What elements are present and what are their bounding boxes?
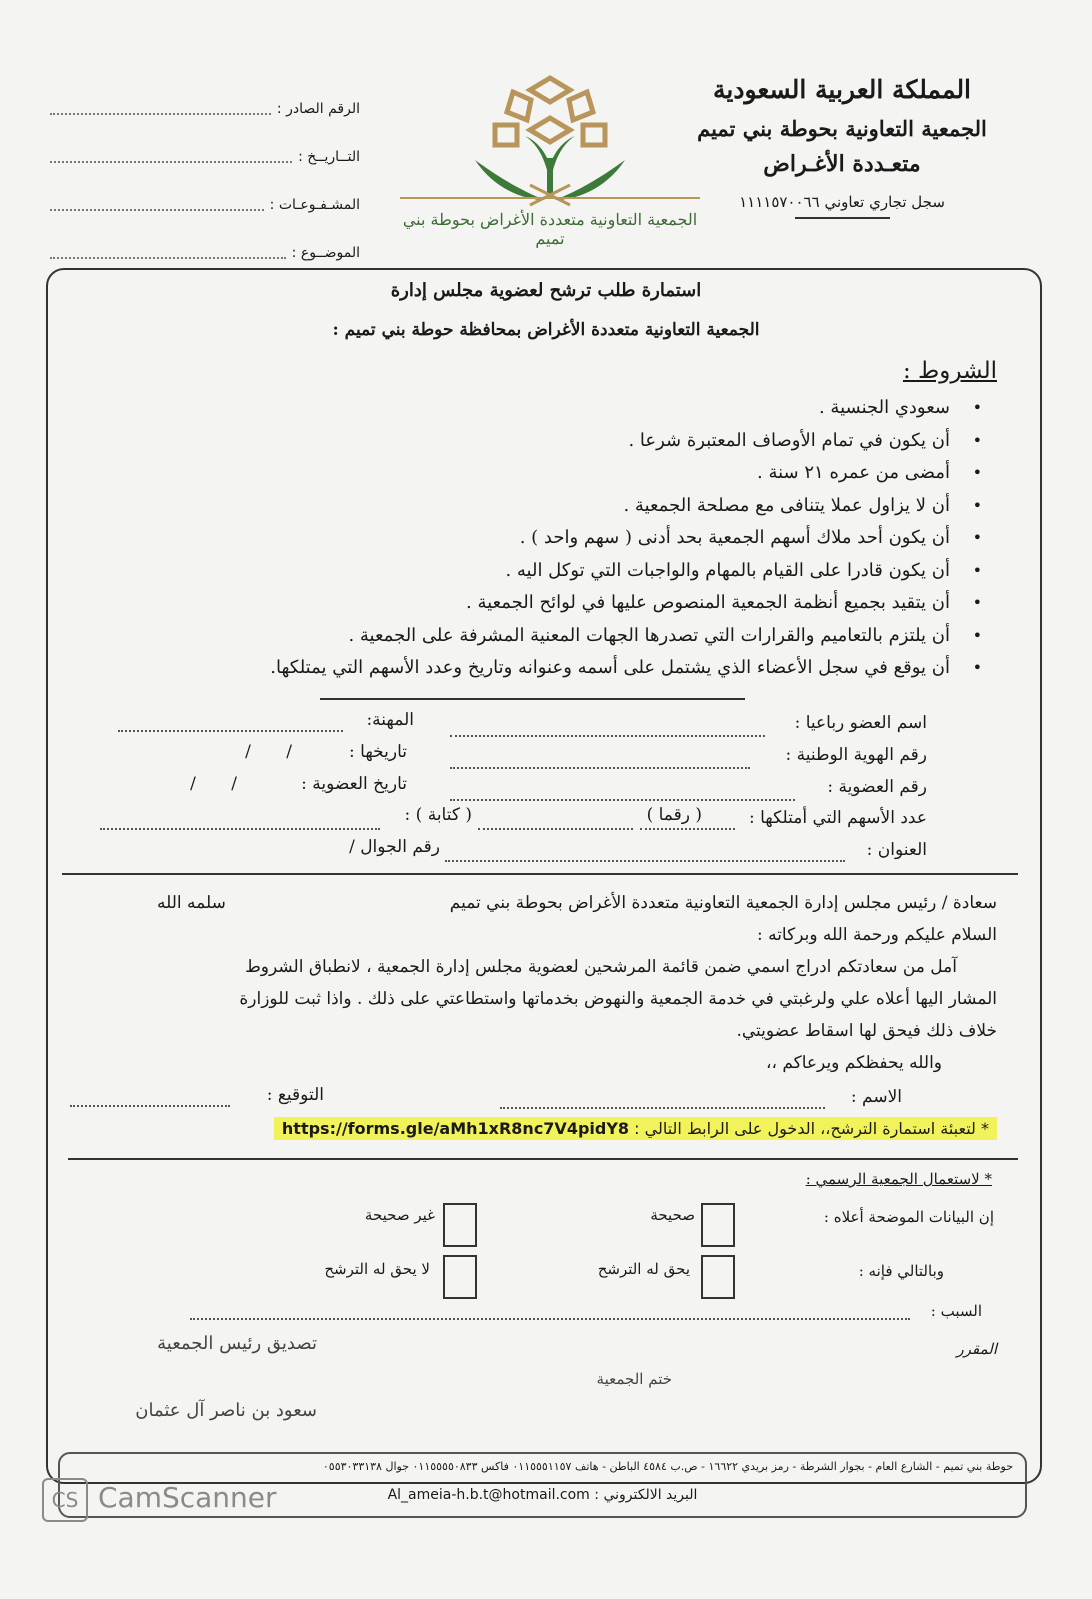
issue-number-field bbox=[50, 85, 360, 133]
chair-name: سعود بن ناصر آل عثمان bbox=[135, 1400, 317, 1421]
eligible-checkbox[interactable] bbox=[701, 1255, 735, 1299]
not-eligible-label: لا يحق له الترشح bbox=[324, 1260, 430, 1278]
issue-number-line bbox=[50, 103, 271, 115]
condition-item: • أن يتقيد بجميع أنظمة الجمعية المنصوص عليها في لوائح الجمعية . bbox=[82, 587, 982, 620]
signature-input[interactable] bbox=[70, 1105, 230, 1107]
national-id-label: رقم الهوية الوطنية : bbox=[785, 745, 927, 765]
issue-number-label: الرقم الصادر : bbox=[276, 101, 360, 117]
form-link[interactable]: https://forms.gle/aMh1xR8nc7V4pidY8 bbox=[281, 1119, 630, 1138]
applicant-name-label: الاسم : bbox=[850, 1087, 902, 1107]
letter-honorific: سلمه الله bbox=[157, 893, 226, 913]
national-id-input[interactable] bbox=[450, 767, 750, 769]
letter-closing: والله يحفظكم ويرعاكم ،، bbox=[765, 1053, 942, 1073]
correct-label: صحيحة bbox=[650, 1206, 695, 1224]
camscanner-logo-icon: CS bbox=[42, 1478, 88, 1522]
kingdom-name: المملكة العربية السعودية bbox=[712, 75, 972, 104]
camscanner-watermark bbox=[42, 1478, 277, 1522]
eligible-label: يحق له الترشح bbox=[597, 1260, 690, 1278]
id-date-label: تاريخها : bbox=[349, 742, 407, 762]
letter-addressee: سعادة / رئيس مجلس إدارة الجمعية التعاونية متعددة الأغراض بحوطة بني تميم bbox=[449, 893, 997, 913]
letter-body-line: خلاف ذلك فيحق لها اسقاط عضويتي. bbox=[736, 1021, 997, 1041]
reason-input[interactable] bbox=[190, 1318, 910, 1320]
incorrect-label: غير صحيحة bbox=[364, 1206, 435, 1224]
form-title: استمارة طلب ترشح لعضوية مجلس إدارة bbox=[390, 280, 702, 301]
logo-caption: الجمعية التعاونية متعددة الأغراض بحوطة بني تميم bbox=[402, 210, 698, 248]
registry-underline bbox=[795, 217, 890, 219]
shares-count-label: عدد الأسهم التي أمتلكها : bbox=[749, 808, 927, 828]
chair-approval-label: تصديق رئيس الجمعية bbox=[157, 1333, 317, 1354]
date-label: التــاريــخ : bbox=[298, 149, 360, 165]
membership-date-slashes[interactable]: / / bbox=[190, 774, 237, 794]
form-subtitle: الجمعية التعاونية متعددة الأغراض بمحافظة حوطة بني تميم : bbox=[332, 320, 760, 340]
incorrect-checkbox[interactable] bbox=[443, 1203, 477, 1247]
therefore-label: وبالتالي فإنه : bbox=[858, 1262, 944, 1280]
date-field bbox=[50, 133, 360, 181]
link-note-text: * لتعبئة استمارة الترشح،، الدخول على الرابط التالي : bbox=[634, 1119, 989, 1138]
condition-item: • أن يلتزم بالتعاميم والقرارات التي تصدرها الجهات المعنية المشرفة على الجمعية . bbox=[82, 620, 982, 653]
letter-greeting: السلام عليكم ورحمة الله وبركاته : bbox=[756, 925, 997, 945]
condition-item: • أن يكون في تمام الأوصاف المعتبرة شرعا . bbox=[82, 425, 982, 458]
correct-checkbox[interactable] bbox=[701, 1203, 735, 1247]
subject-label: الموضــوع : bbox=[291, 245, 360, 261]
condition-item: • أن يوقع في سجل الأعضاء الذي يشتمل على أسمه وعنوانه وتاريخ وعدد الأسهم التي يمتلكها. bbox=[82, 652, 982, 685]
condition-item: • أن لا يزاول عملا يتنافى مع مصلحة الجمعية . bbox=[82, 490, 982, 523]
subject-line bbox=[50, 247, 286, 259]
section-divider bbox=[68, 1158, 1018, 1160]
shares-digits-input[interactable] bbox=[640, 828, 735, 830]
id-date-slashes[interactable]: / / bbox=[245, 742, 292, 762]
attachments-field bbox=[50, 181, 360, 229]
profession-label: المهنة: bbox=[366, 710, 414, 730]
reporter-label: المقرر bbox=[956, 1340, 997, 1358]
signature-label: التوقيع : bbox=[266, 1085, 324, 1105]
condition-item: • أن يكون أحد ملاك أسهم الجمعية بحد أدنى ( سهم واحد ) . bbox=[82, 522, 982, 555]
member-name-input[interactable] bbox=[450, 735, 765, 737]
condition-item: • سعودي الجنسية . bbox=[82, 392, 982, 425]
condition-item: • أن يكون قادرا على القيام بالمهام والواجبات التي توكل اليه . bbox=[82, 555, 982, 588]
association-logo bbox=[395, 70, 705, 250]
association-header bbox=[677, 75, 1007, 219]
association-name: الجمعية التعاونية بحوطة بني تميم bbox=[697, 116, 987, 141]
attachments-line bbox=[50, 199, 264, 211]
data-status-label: إن البيانات الموضحة أعلاه : bbox=[823, 1208, 994, 1226]
footer-contact-line: حوطة بني تميم - الشارع العام - بجوار الشرطة - رمز بريدي ١٦٦٢٢ - ص.ب ٤٥٨٤ الباطن - هاتف ٠١١٥٥٥١١٥٧ فاكس ٠١١٥٥٥٥٠٨٣٣ جوال ٠٥٥٣٠٣٣١٣٨ bbox=[322, 1460, 1013, 1473]
section-divider bbox=[62, 873, 1018, 875]
condition-item: • أمضى من عمره ٢١ سنة . bbox=[82, 457, 982, 490]
official-use-heading: * لاستعمال الجمعية الرسمي : bbox=[805, 1170, 992, 1188]
reference-fields bbox=[50, 85, 360, 277]
shares-words-label: ( كتابة ) : bbox=[404, 805, 472, 825]
membership-number-input[interactable] bbox=[450, 799, 795, 801]
mobile-label: رقم الجوال / bbox=[349, 837, 440, 857]
commercial-registry: سجل تجاري تعاوني ١١١١٥٧٠٠٦٦ bbox=[739, 193, 945, 211]
membership-date-label: تاريخ العضوية : bbox=[301, 774, 407, 794]
section-divider bbox=[320, 698, 745, 700]
footer-email-line[interactable]: البريد الالكتروني : Al_ameia-h.b.t@hotmail.com bbox=[387, 1487, 698, 1503]
shares-words-input[interactable] bbox=[478, 828, 633, 830]
conditions-heading: الشروط : bbox=[902, 358, 997, 384]
member-name-label: اسم العضو رباعيا : bbox=[794, 713, 927, 733]
shares-extra-line[interactable] bbox=[100, 828, 380, 830]
shares-digits-label: ( رقما ) bbox=[646, 805, 702, 825]
applicant-name-input[interactable] bbox=[500, 1107, 825, 1109]
not-eligible-checkbox[interactable] bbox=[443, 1255, 477, 1299]
association-purpose: متعـددة الأغـراض bbox=[763, 151, 921, 177]
request-letter bbox=[77, 887, 997, 1079]
profession-input[interactable] bbox=[118, 730, 343, 732]
letter-addressee-row bbox=[77, 887, 997, 919]
form-link-note bbox=[274, 1117, 997, 1140]
address-label: العنوان : bbox=[866, 840, 927, 860]
membership-number-label: رقم العضوية : bbox=[827, 777, 927, 797]
camscanner-text: CamScanner bbox=[98, 1481, 277, 1514]
letter-body-line: آمل من سعادتكم ادراج اسمي ضمن قائمة المرشحين لعضوية مجلس إدارة الجمعية ، لانطباق الشروط bbox=[245, 957, 957, 977]
address-input[interactable] bbox=[445, 860, 845, 862]
conditions-list bbox=[82, 392, 982, 685]
date-line bbox=[50, 151, 292, 163]
stamp-label: ختم الجمعية bbox=[596, 1370, 672, 1388]
letter-body-line: المشار اليها أعلاه علي ولرغبتي في خدمة الجمعية والنهوض بخدماتها واستطاعتي على ذلك . واذا ثبت للوزارة bbox=[239, 989, 997, 1009]
reason-label: السبب : bbox=[930, 1302, 982, 1320]
attachments-label: المشـفـوعـات : bbox=[269, 197, 360, 213]
